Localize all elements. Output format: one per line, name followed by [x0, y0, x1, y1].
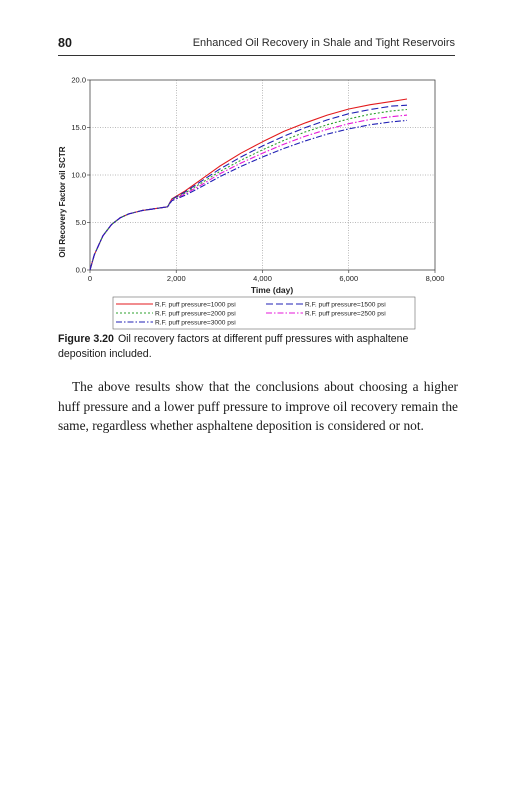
series-line: [90, 99, 407, 270]
y-tick-label: 15.0: [71, 123, 86, 132]
legend-label: R.F. puff pressure=1500 psi: [305, 301, 386, 309]
header-rule: [58, 55, 455, 56]
legend-label: R.F. puff pressure=2500 psi: [305, 310, 386, 318]
running-header: [58, 36, 455, 56]
series-line: [90, 110, 407, 271]
x-tick-label: 0: [87, 274, 93, 283]
y-tick-labels: [71, 76, 90, 275]
figure-label: Figure 3.20: [58, 333, 114, 345]
x-tick-label: 4,000: [253, 274, 272, 283]
body-paragraph: The above results show that the conclusions about choosing a higher huff pressure and a lower puff pressure to improve oil recovery remain the same, regardless whether asphaltene deposition is considered or not.: [58, 379, 458, 433]
legend: [113, 297, 415, 329]
y-tick-label: 10.0: [71, 170, 86, 180]
figure-caption-text: Oil recovery factors at different puff pressures with asphaltene deposition included.: [58, 333, 409, 360]
x-tick-label: 2,000: [166, 274, 186, 283]
gridlines: [90, 80, 435, 270]
page-number: 80: [58, 36, 72, 50]
legend-label: R.F. puff pressure=3000 psi: [155, 319, 236, 327]
figure-caption: [58, 332, 458, 362]
x-tick-labels: [88, 270, 444, 283]
recovery-factor-chart: [40, 62, 500, 332]
series-line: [90, 105, 407, 270]
y-tick-label: 5.0: [75, 218, 86, 227]
series-line: [90, 120, 407, 270]
y-tick-label: 0.0: [75, 265, 86, 275]
y-tick-label: 20.0: [71, 75, 86, 85]
x-tick-label: 8,000: [425, 274, 445, 283]
legend-label: R.F. puff pressure=2000 psi: [155, 310, 236, 318]
x-tick-label: 6,000: [339, 274, 359, 283]
series-line: [90, 115, 407, 270]
x-axis-label: Time (day): [250, 285, 294, 295]
figure: [40, 62, 500, 332]
series-layer: [90, 99, 407, 270]
running-title: Enhanced Oil Recovery in Shale and Tight Reservoirs: [192, 37, 455, 49]
y-axis-label: Oil Recovery Factor oil SCTR: [58, 146, 67, 258]
legend-label: R.F. puff pressure=1000 psi: [155, 301, 236, 309]
